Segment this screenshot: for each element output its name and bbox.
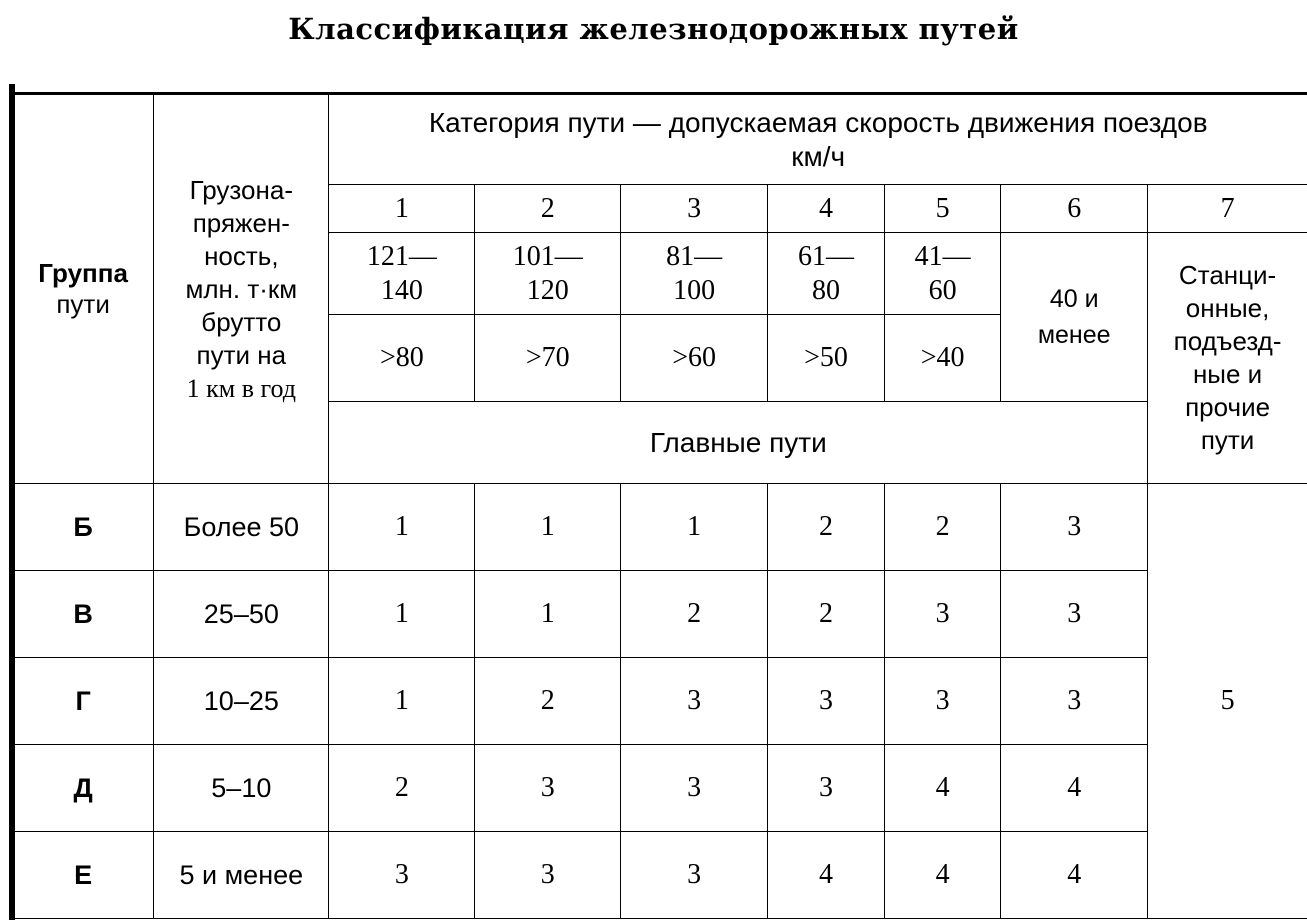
value-cell: 4 [767,832,884,919]
category-number-6: 6 [1001,185,1148,233]
value-cell: 3 [767,658,884,745]
speed-range-1: 121— 140 [329,233,475,315]
value-cell: 2 [767,571,884,658]
load-header: Грузона- пряжен- ность, млн. т·км брутто пути на 1 км в год [154,94,329,484]
group-cell: Б [13,484,154,571]
value-cell: 4 [1001,832,1148,919]
table-row [13,658,1307,745]
value-cell: 3 [1001,658,1148,745]
load-threshold-2: >70 [475,315,621,402]
value-cell: 3 [621,658,768,745]
category-number-4: 4 [767,185,884,233]
speed-range-4: 61— 80 [767,233,884,315]
value-cell: 1 [475,484,621,571]
group-cell: Е [13,832,154,919]
value-cell: 3 [621,745,768,832]
load-cell: 5–10 [154,745,329,832]
category-number-1: 1 [329,185,475,233]
value-cell: 3 [329,832,475,919]
station-ways-header: Станци- онные, подъезд- ные и прочие пути [1148,233,1307,484]
value-cell: 1 [621,484,768,571]
load-cell: 5 и менее [154,832,329,919]
category-number-3: 3 [621,185,768,233]
value-cell: 2 [621,571,768,658]
value-cell: 3 [767,745,884,832]
value-cell: 1 [329,571,475,658]
speed-range-5: 41— 60 [885,233,1001,315]
classification-table [12,92,1307,919]
group-cell: Д [13,745,154,832]
load-cell: Более 50 [154,484,329,571]
category-number-2: 2 [475,185,621,233]
value-cell: 3 [885,571,1001,658]
value-cell: 3 [1001,484,1148,571]
value-cell: 1 [329,658,475,745]
speed-range-3: 81— 100 [621,233,768,315]
value-cell: 3 [475,832,621,919]
load-threshold-4: >50 [767,315,884,402]
value-cell: 3 [621,832,768,919]
category-number-7: 7 [1148,185,1307,233]
value-cell: 2 [329,745,475,832]
value-cell: 3 [475,745,621,832]
load-threshold-3: >60 [621,315,768,402]
value-cell: 1 [475,571,621,658]
table-row [13,832,1307,919]
load-threshold-5: >40 [885,315,1001,402]
load-threshold-1: >80 [329,315,475,402]
load-cell: 25–50 [154,571,329,658]
group-cell: Г [13,658,154,745]
group-cell: В [13,571,154,658]
value-cell: 2 [767,484,884,571]
group-header: Группа пути [13,94,154,484]
value-cell: 4 [885,832,1001,919]
page-title: Классификация железнодорожных путей [288,12,1019,46]
value-cell: 3 [885,658,1001,745]
main-ways-label: Главные пути [329,402,1148,484]
table-row [13,484,1307,571]
value-cell: 4 [1001,745,1148,832]
value-cell: 3 [1001,571,1148,658]
load-cell: 10–25 [154,658,329,745]
value-cell: 4 [885,745,1001,832]
table-row [13,571,1307,658]
category-7-value: 5 [1148,484,1307,919]
category-number-5: 5 [885,185,1001,233]
value-cell: 2 [475,658,621,745]
category-title: Категория пути — допускаемая скорость движения поездов км/ч [329,94,1307,185]
speed-range-2: 101— 120 [475,233,621,315]
speed-range-6: 40 и менее [1001,233,1148,402]
table-row [13,745,1307,832]
value-cell: 2 [885,484,1001,571]
value-cell: 1 [329,484,475,571]
